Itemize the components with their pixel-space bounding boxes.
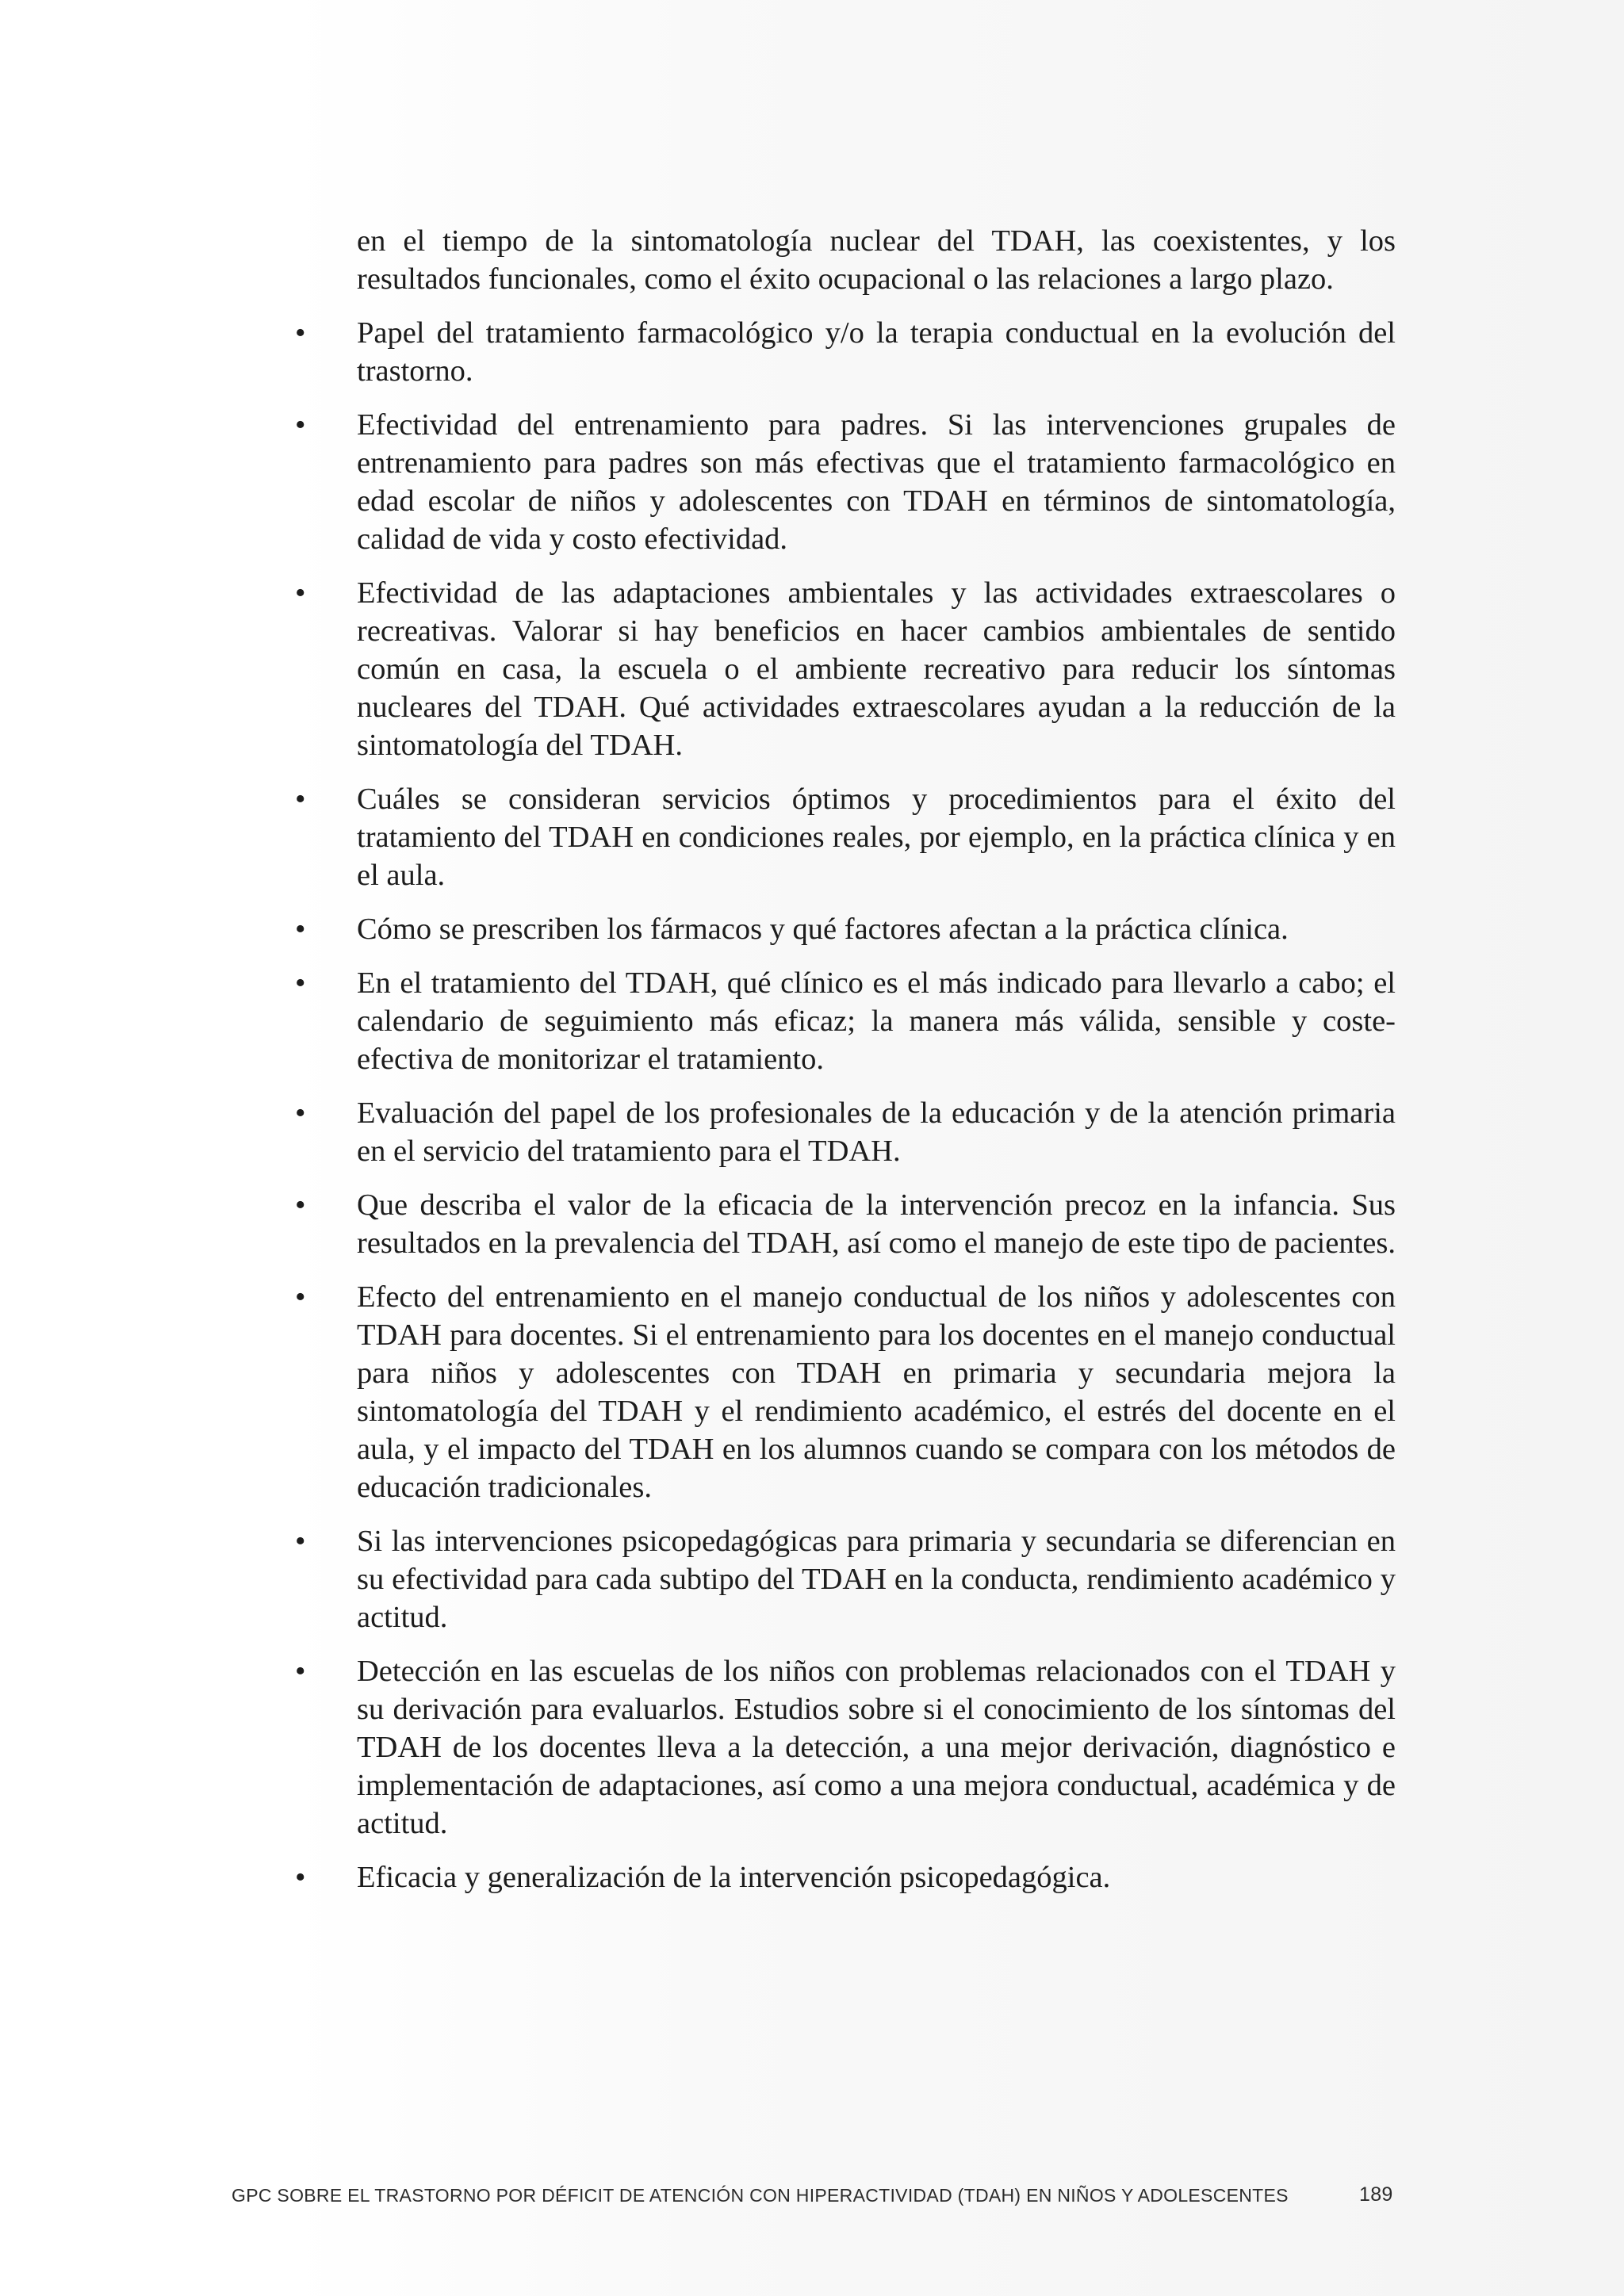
list-item-text: Efecto del entrenamiento en el manejo conductual de los niños y adolescentes con TDAH para docentes. Si el entrenamiento para los docentes en el manejo conductual para niños y adolescentes con TDAH en primaria y secundaria mejora la sintomatología del TDAH y el rendimiento académico, el estrés del docente en el aula, y el impacto del TDAH en los alumnos cuando se compara con los métodos de educación tradicionales. bbox=[357, 1280, 1396, 1504]
bullet-icon: • bbox=[295, 576, 306, 610]
list-item bbox=[295, 1522, 1396, 1636]
list-item-text: Que describa el valor de la eficacia de la intervención precoz en la infancia. Sus resultados en la prevalencia del TDAH, así como el manejo de este tipo de pacientes. bbox=[357, 1188, 1396, 1260]
bullet-icon: • bbox=[295, 1188, 306, 1222]
list-item bbox=[295, 1278, 1396, 1506]
list-item-text: Detección en las escuelas de los niños con problemas relacionados con el TDAH y su derivación para evaluarlos. Estudios sobre si el conocimiento de los síntomas del TDAH de los docentes lleva a la detección, a una mejor derivación, diagnóstico e implementación de adaptaciones, así como a una mejora conductual, académica y de actitud. bbox=[357, 1655, 1396, 1840]
list-item bbox=[295, 910, 1396, 948]
bullet-icon: • bbox=[295, 1525, 306, 1558]
bullet-icon: • bbox=[295, 408, 306, 442]
list-item bbox=[295, 406, 1396, 558]
bullet-icon: • bbox=[295, 783, 306, 816]
list-item bbox=[295, 780, 1396, 894]
body-text bbox=[295, 222, 1396, 1912]
list-item bbox=[295, 1652, 1396, 1843]
bullet-icon: • bbox=[295, 1096, 306, 1130]
list-item bbox=[295, 314, 1396, 390]
bullet-icon: • bbox=[295, 913, 306, 946]
list-item-text: Si las intervenciones psicopedagógicas para primaria y secundaria se diferencian en su efectividad para cada subtipo del TDAH en la conducta, rendimiento académico y actitud. bbox=[357, 1525, 1396, 1634]
bullet-icon: • bbox=[295, 316, 306, 350]
bullet-icon: • bbox=[295, 966, 306, 1000]
list-item-text: Cómo se prescriben los fármacos y qué factores afectan a la práctica clínica. bbox=[357, 913, 1289, 946]
list-item-text: Cuáles se consideran servicios óptimos y procedimientos para el éxito del tratamiento del TDAH en condiciones reales, por ejemplo, en la práctica clínica y en el aula. bbox=[357, 783, 1396, 892]
lead-paragraph: en el tiempo de la sintomatología nuclear del TDAH, las coexistentes, y los resultados funcionales, como el éxito ocupacional o las relaciones a largo plazo. bbox=[357, 224, 1396, 296]
list-item bbox=[295, 574, 1396, 764]
list-item-text: Efectividad del entrenamiento para padres. Si las intervenciones grupales de entrenamiento para padres son más efectivas que el tratamiento farmacológico en edad escolar de niños y adolescentes con TDAH en términos de sintomatología, calidad de vida y costo efectividad. bbox=[357, 408, 1396, 556]
list-item bbox=[295, 1858, 1396, 1896]
bullet-list bbox=[295, 314, 1396, 1896]
footer-title: GPC SOBRE EL TRASTORNO POR DÉFICIT DE ATENCIÓN CON HIPERACTIVIDAD (TDAH) EN NIÑOS Y ADOLESCENTES bbox=[232, 2185, 1289, 2206]
list-item-text: Evaluación del papel de los profesionales de la educación y de la atención primaria en el servicio del tratamiento para el TDAH. bbox=[357, 1096, 1396, 1168]
bullet-icon: • bbox=[295, 1280, 306, 1314]
list-item-text: Papel del tratamiento farmacológico y/o la terapia conductual en la evolución del trastorno. bbox=[357, 316, 1396, 388]
list-item bbox=[295, 964, 1396, 1078]
bullet-icon: • bbox=[295, 1655, 306, 1688]
list-item bbox=[295, 1186, 1396, 1262]
list-item bbox=[295, 1094, 1396, 1170]
page-number: 189 bbox=[1359, 2183, 1393, 2206]
list-item-text: En el tratamiento del TDAH, qué clínico es el más indicado para llevarlo a cabo; el calendario de seguimiento más eficaz; la manera más válida, sensible y coste-efectiva de monitorizar el tratamiento. bbox=[357, 966, 1396, 1076]
list-item-text: Eficacia y generalización de la intervención psicopedagógica. bbox=[357, 1861, 1111, 1894]
bullet-icon: • bbox=[295, 1861, 306, 1894]
list-item-text: Efectividad de las adaptaciones ambientales y las actividades extraescolares o recreativas. Valorar si hay beneficios en hacer cambios ambientales de sentido común en casa, la escuela o el ambiente recreativo para reducir los síntomas nucleares del TDAH. Qué actividades extraescolares ayudan a la reducción de la sintomatología del TDAH. bbox=[357, 576, 1396, 762]
